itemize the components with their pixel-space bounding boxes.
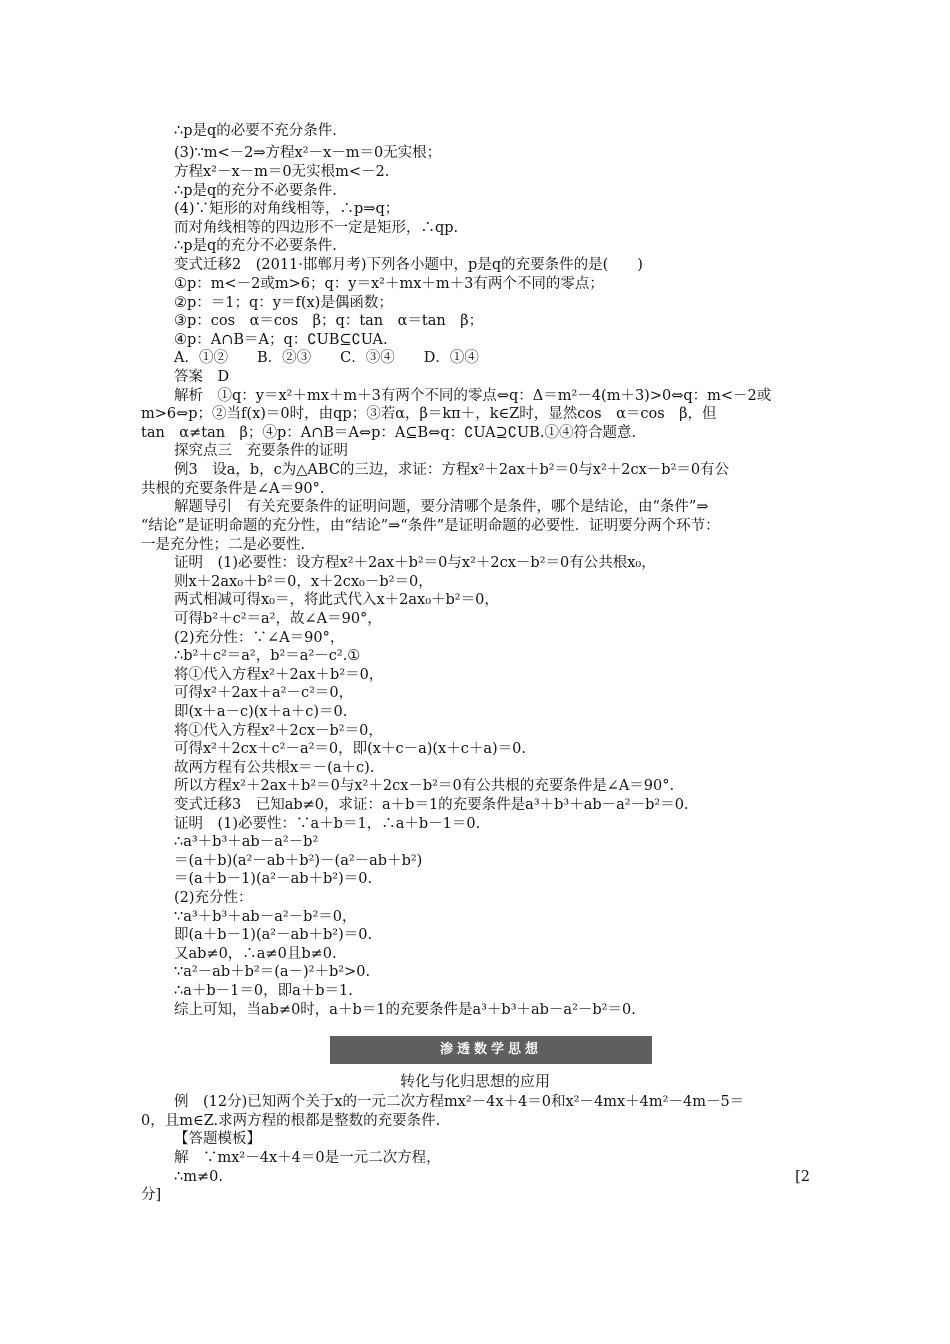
text-line: 共根的充要条件是∠A＝90°.	[141, 481, 325, 497]
text-line: 探究点三 充要条件的证明	[174, 443, 348, 459]
section-banner: 渗透数学思想	[330, 1036, 652, 1064]
text-line: ∵a²－ab＋b²＝(a－)²＋b²>0.	[174, 964, 371, 980]
text-line: 方程x²－x－m＝0无实根m<－2.	[174, 164, 390, 180]
text-line: 变式迁移2 (2011·邯郸月考)下列各小题中，p是q的充要条件的是( )	[174, 257, 643, 273]
text-line: ②p：＝1；q：y＝f(x)是偶函数；	[174, 295, 393, 311]
text-line: 综上可知，当ab≠0时，a＋b＝1的充要条件是a³＋b³＋ab－a²－b²＝0.	[174, 1002, 636, 1018]
text-line: ①p：m<－2或m>6；q：y＝x²＋mx＋m＋3有两个不同的零点；	[174, 276, 604, 292]
text-line: ∴m≠0.	[174, 1169, 223, 1185]
text-line: m>6⇔p；②当f(x)＝0时，由qp；③若α，β＝kπ＋，k∈Z时，显然cos α＝cos β，但	[141, 406, 717, 422]
text-line: tan α≠tan β；④p：A∩B＝A⇔p：A⊆B⇔q：∁UA⊇∁UB.①④符合题意.	[141, 425, 637, 441]
text-line: 解 ∵mx²－4x＋4＝0是一元二次方程，	[174, 1150, 441, 1166]
text-line: 证明 (1)必要性：∵a＋b＝1，∴a＋b－1＝0.	[174, 816, 481, 832]
text-line: 可得b²＋c²＝a²，故∠A＝90°，	[174, 611, 382, 627]
text-line: 将①代入方程x²＋2cx－b²＝0，	[174, 723, 383, 739]
text-line: 所以方程x²＋2ax＋b²＝0与x²＋2cx－b²＝0有公共根的充要条件是∠A＝90°.	[174, 778, 675, 794]
text-line: 【答题模板】	[174, 1131, 261, 1147]
text-line: 变式迁移3 已知ab≠0，求证：a＋b＝1的充要条件是a³＋b³＋ab－a²－b²＝0.	[174, 797, 689, 813]
text-line: 可得x²＋2ax＋a²－c²＝0，	[174, 685, 354, 701]
text-line: ∴p是q的必要不充分条件.	[174, 123, 337, 139]
text-line: ∴p是q的充分不必要条件.	[174, 238, 337, 254]
text-line: 可得x²＋2cx＋c²－a²＝0，即(x＋c－a)(x＋c＋a)＝0.	[174, 741, 526, 757]
text-line: 解题导引 有关充要条件的证明问题，要分清哪个是条件，哪个是结论，由“条件”⇒	[174, 499, 709, 515]
text-line: (3)∵m<－2⇒方程x²－x－m＝0无实根；	[174, 145, 442, 161]
text-line: ∵a³＋b³＋ab－a²－b²＝0，	[174, 909, 357, 925]
text-line: 故两方程有公共根x＝－(a＋c).	[174, 760, 375, 776]
text-line: ＝(a＋b)(a²－ab＋b²)－(a²－ab＋b²)	[174, 853, 423, 869]
text-line: 分]	[141, 1187, 162, 1203]
text-line: ＝(a＋b－1)(a²－ab＋b²)＝0.	[174, 871, 373, 887]
text-line: 0，且m∈Z.求两方程的根都是整数的充要条件.	[141, 1113, 441, 1129]
text-line: ∴a³＋b³＋ab－a²－b²	[174, 834, 319, 850]
text-line: 两式相减可得x₀＝，将此式代入x＋2ax₀＋b²＝0，	[174, 592, 499, 608]
text-line: 一是充分性；二是必要性.	[141, 537, 306, 553]
text-line: 例3 设a，b，c为△ABC的三边，求证：方程x²＋2ax＋b²＝0与x²＋2cx－b²＝0有公	[174, 462, 730, 478]
text-line: 答案 D	[174, 369, 230, 385]
text-line: 解析 ①q：y＝x²＋mx＋m＋3有两个不同的零点⇔q：Δ＝m²－4(m＋3)>0⇔q：m<－2或	[174, 388, 772, 404]
text-line: “结论”是证明命题的充分性，由“结论”⇒“条件”是证明命题的必要性．证明要分两个环节：	[141, 518, 720, 534]
text-line: ∴b²＋c²＝a²，b²＝a²－c².①	[174, 648, 361, 664]
text-line: A．①② B．②③ C．③④ D．①④	[174, 350, 479, 366]
text-line: 则x＋2ax₀＋b²＝0，x＋2cx₀－b²＝0，	[174, 574, 433, 590]
text-line: (4)∵矩形的对角线相等，∴p⇒q；	[174, 201, 400, 217]
text-line: ∴a＋b－1＝0，即a＋b＝1.	[174, 983, 353, 999]
text-line: 即(a＋b－1)(a²－ab＋b²)＝0.	[174, 927, 373, 943]
text-line: (2)充分性：	[174, 890, 253, 906]
text-line: 将①代入方程x²＋2ax＋b²＝0，	[174, 667, 384, 683]
section-title: 转化与化归思想的应用	[399, 1072, 550, 1090]
text-line: 例 (12分)已知两个关于x的一元二次方程mx²－4x＋4＝0和x²－4mx＋4m²－4m－5＝	[174, 1094, 745, 1110]
text-line: (2)充分性：∵∠A＝90°，	[174, 630, 345, 646]
text-line: ③p：cos α＝cos β；q：tan α＝tan β；	[174, 313, 484, 329]
text-line: 而对角线相等的四边形不一定是矩形，∴qp.	[174, 220, 459, 236]
text-line: 证明 (1)必要性：设方程x²＋2ax＋b²＝0与x²＋2cx－b²＝0有公共根x₀，	[174, 555, 656, 571]
score-mark: [2	[795, 1169, 810, 1185]
text-line: 又ab≠0，∴a≠0且b≠0.	[174, 946, 337, 962]
text-line: 即(x＋a－c)(x＋a＋c)＝0.	[174, 704, 348, 720]
text-line: ∴p是q的充分不必要条件.	[174, 183, 337, 199]
text-line: ④p：A∩B＝A；q：∁UB⊆∁UA.	[174, 332, 388, 348]
